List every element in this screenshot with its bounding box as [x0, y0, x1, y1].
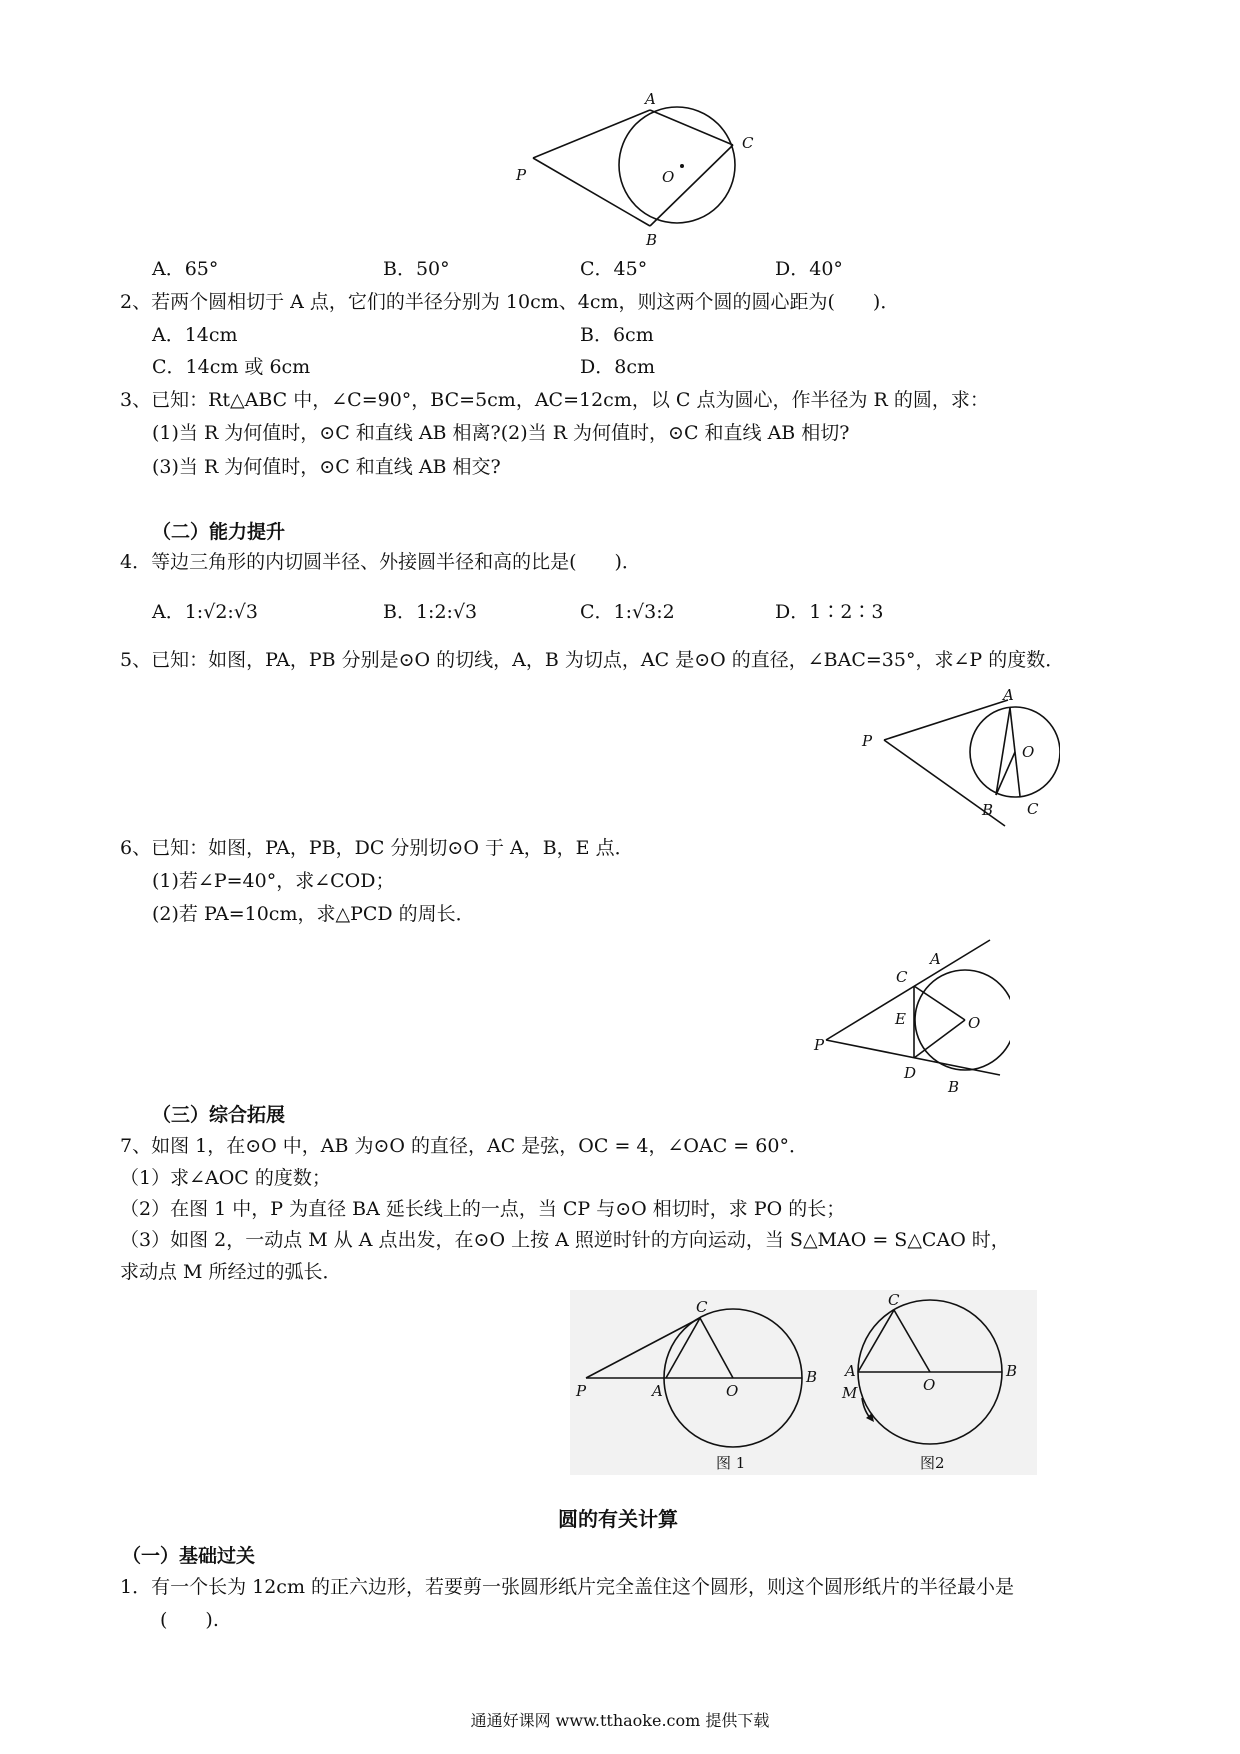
section-3-heading: （三）综合拓展 [152, 1104, 286, 1126]
label-e: E [895, 1010, 906, 1028]
label-c: C [896, 968, 908, 986]
tangent-pb [533, 158, 650, 226]
q3-line3: (3)当 R 为何值时，⊙C 和直线 AB 相交? [152, 456, 501, 478]
q7-line1: 7、如图 1，在⊙O 中，AB 为⊙O 的直径，AC 是弦，OC = 4，∠OAC = 60°． [120, 1135, 808, 1157]
fig2-label-a: A [845, 1362, 856, 1380]
q4-option-c: C．1:√3:2 [580, 601, 675, 623]
q3-line1: 3、已知：Rt△ABC 中，∠C=90°，BC=5cm，AC=12cm，以 C 点为圆心，作半径为 R 的圆，求： [120, 389, 989, 411]
fig2-chord-ac [858, 1310, 894, 1372]
segment-do [914, 1020, 965, 1058]
q4-text: 4．等边三角形的内切圆半径、外接圆半径和高的比是( )． [120, 551, 641, 573]
q6-line1: 6、已知：如图，PA，PB，DC 分别切⊙O 于 A，B，E 点． [120, 837, 634, 859]
q2-option-d: D．8cm [580, 356, 655, 378]
label-o: O [662, 168, 675, 186]
label-b: B [948, 1078, 960, 1096]
fig1-segment-oc [700, 1318, 733, 1378]
label-p: P [814, 1036, 825, 1054]
fig2-label-m: M [842, 1384, 858, 1402]
part-title: 圆的有关计算 [558, 1507, 678, 1531]
circle-o [619, 107, 735, 223]
segment-co [914, 986, 965, 1020]
q7-line5: 求动点 M 所经过的弧长． [120, 1261, 342, 1283]
q6-line3: (2)若 PA=10cm，求△PCD 的周长． [152, 903, 475, 925]
fig1-label-b: B [806, 1368, 818, 1386]
label-o: O [1022, 743, 1035, 761]
fig2-caption: 图2 [920, 1454, 945, 1472]
q4-option-d: D．1∶2∶3 [775, 601, 884, 623]
q2-option-b: B．6cm [580, 324, 654, 346]
q1-option-c: C．45° [580, 258, 648, 280]
q7-line3: （2）在图 1 中，P 为直径 BA 延长线上的一点，当 CP 与⊙O 相切时，求 PO 的长； [120, 1198, 846, 1220]
tangent-pa [826, 940, 990, 1040]
label-o: O [968, 1014, 981, 1032]
fig1-caption: 图 1 [716, 1454, 746, 1472]
tangent-pa [884, 700, 1008, 740]
figure-q1 [500, 88, 780, 248]
fig2-segment-oc [894, 1310, 930, 1372]
q1-option-b: B．50° [383, 258, 450, 280]
center-dot [680, 164, 684, 168]
q-last-line1: 1．有一个长为 12cm 的正六边形，若要剪一张圆形纸片完全盖住这个圆形，则这个圆形纸片的半径最小是 [120, 1576, 1015, 1598]
label-a: A [1003, 686, 1014, 704]
label-d: D [904, 1064, 917, 1082]
q5-text: 5、已知：如图，PA，PB 分别是⊙O 的切线，A，B 为切点，AC 是⊙O 的直径，∠BAC=35°，求∠P 的度数． [120, 649, 1065, 671]
figure-q5 [860, 680, 1060, 830]
q4-option-a: A．1:√2:√3 [152, 601, 259, 623]
fig2-label-o: O [923, 1376, 936, 1394]
chord-ab [996, 708, 1010, 795]
section-2-heading: （二）能力提升 [152, 521, 286, 543]
figure-q7 [570, 1290, 1037, 1475]
label-c: C [1027, 800, 1039, 818]
q2-text: 2、若两个圆相切于 A 点，它们的半径分别为 10cm、4cm，则这两个圆的圆心距为( )． [120, 291, 900, 313]
q4-option-b: B．1:2:√3 [383, 601, 478, 623]
q2-option-c: C．14cm 或 6cm [152, 356, 311, 378]
circle-o [915, 970, 1010, 1070]
fig1-label-c: C [696, 1298, 708, 1316]
tangent-pa [533, 110, 650, 158]
q3-line2: (1)当 R 为何值时，⊙C 和直线 AB 相离?(2)当 R 为何值时，⊙C 和直线 AB 相切? [152, 422, 850, 444]
section-basic-heading: （一）基础过关 [122, 1545, 256, 1567]
q2-option-a: A．14cm [152, 324, 238, 346]
label-a: A [645, 90, 656, 108]
fig1-label-a: A [652, 1382, 663, 1400]
label-b: B [982, 801, 994, 819]
label-c: C [742, 134, 754, 152]
q-last-line2: ( ). [160, 1609, 219, 1631]
q7-line4: （3）如图 2，一动点 M 从 A 点出发，在⊙O 上按 A 照逆时针的方向运动，当 S△MAO = S△CAO 时， [120, 1229, 1010, 1251]
figure-q6 [810, 932, 1010, 1097]
q6-line2: (1)若∠P=40°，求∠COD； [152, 870, 395, 892]
label-p: P [862, 732, 873, 750]
q7-line2: （1）求∠AOC 的度数； [120, 1167, 331, 1189]
fig1-label-p: P [576, 1382, 587, 1400]
fig2-label-c: C [888, 1291, 900, 1309]
fig1-label-o: O [726, 1382, 739, 1400]
q1-option-a: A．65° [152, 258, 219, 280]
q1-option-d: D．40° [775, 258, 843, 280]
label-b: B [646, 231, 658, 248]
label-a: A [930, 950, 941, 968]
fig2-label-b: B [1006, 1362, 1018, 1380]
page-footer: 通通好课网 www.tthaoke.com 提供下载 [470, 1711, 770, 1730]
label-p: P [516, 166, 527, 184]
